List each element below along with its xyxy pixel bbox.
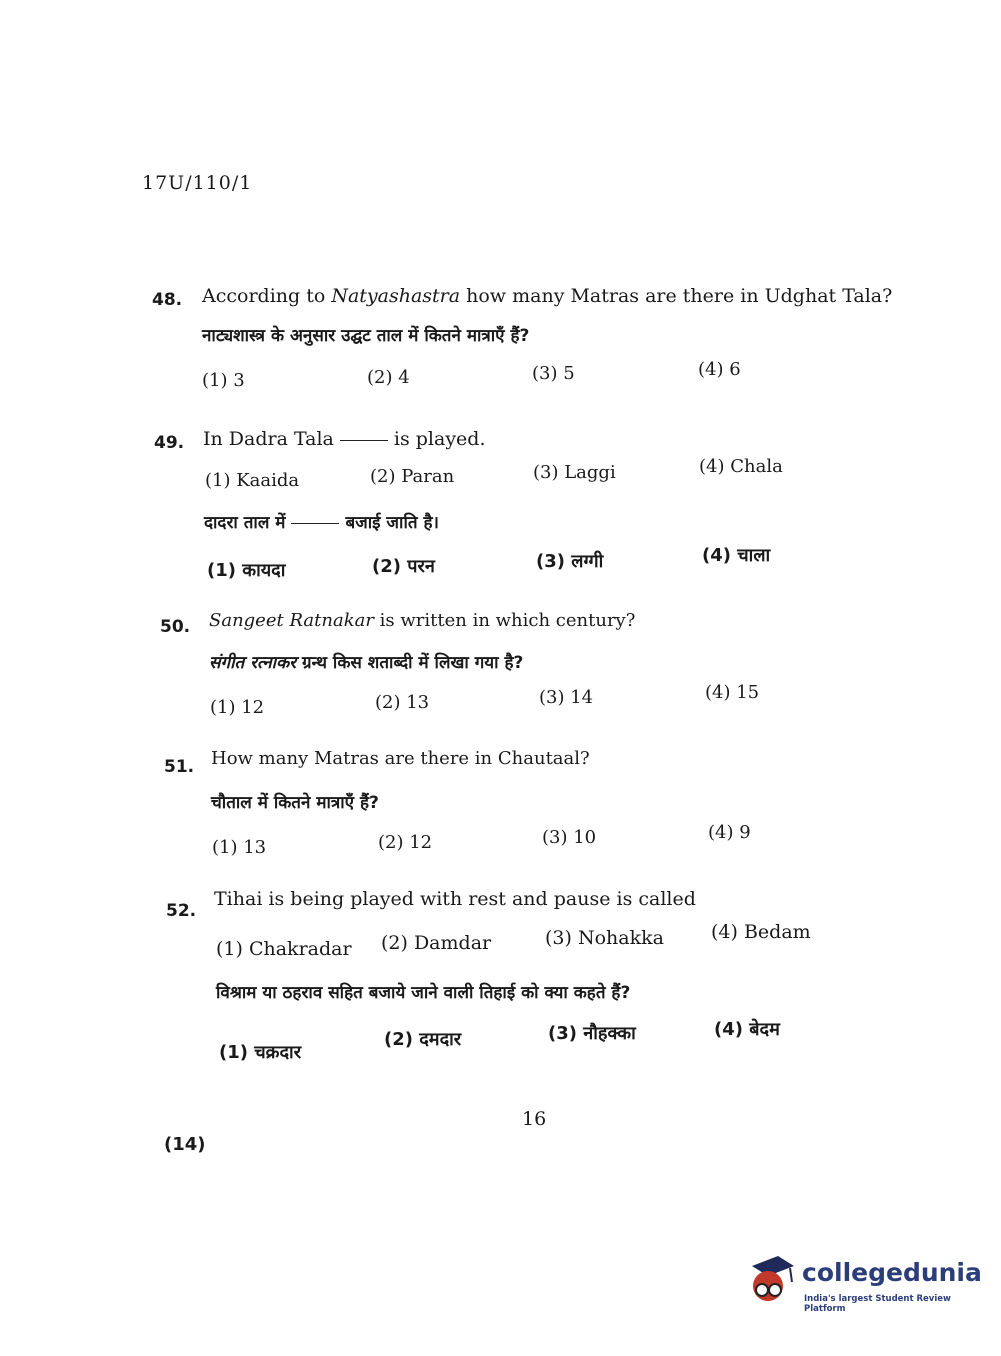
option-1: (1) 13 bbox=[212, 837, 267, 858]
option-2: (2) Damdar bbox=[381, 932, 492, 954]
question-text-en bbox=[209, 610, 635, 631]
text-part: is played. bbox=[393, 428, 486, 450]
brand-tagline: India's largest Student Review Platform bbox=[804, 1294, 951, 1314]
question-number: 48. bbox=[152, 290, 183, 310]
text-italic: Sangeet Ratnakar bbox=[209, 610, 374, 631]
option-2: (2) 12 bbox=[378, 832, 433, 853]
option-2-hi: (2) परन bbox=[372, 556, 435, 577]
question-number: 50. bbox=[160, 617, 191, 637]
text-part: बजाई जाति है। bbox=[345, 513, 439, 533]
collegedunia-watermark bbox=[742, 1252, 982, 1314]
question-text-en: How many Matras are there in Chautaal? bbox=[211, 748, 590, 769]
question-number: 52. bbox=[166, 901, 197, 921]
option-1: (1) Kaaida bbox=[205, 470, 300, 491]
text-part: दादरा ताल में bbox=[204, 513, 286, 533]
text-part: According to bbox=[202, 285, 332, 307]
question-text-hi bbox=[209, 650, 523, 673]
question-text-hi: चौताल में कितने मात्राएँ हैं? bbox=[211, 793, 379, 813]
option-2: (2) 4 bbox=[367, 367, 410, 388]
option-4: (4) 9 bbox=[708, 822, 751, 843]
question-number: 49. bbox=[154, 433, 185, 453]
option-3-hi: (3) लग्गी bbox=[536, 551, 604, 572]
option-4: (4) 6 bbox=[698, 359, 741, 380]
option-3: (3) Nohakka bbox=[545, 927, 664, 949]
option-4: (4) Chala bbox=[699, 456, 783, 477]
option-1-hi: (1) चक्रदार bbox=[219, 1042, 302, 1063]
option-4: (4) Bedam bbox=[711, 921, 811, 943]
option-1: (1) Chakradar bbox=[216, 938, 352, 960]
option-3-hi: (3) नौहक्का bbox=[548, 1023, 636, 1044]
option-4: (4) 15 bbox=[705, 682, 760, 703]
blank-line bbox=[340, 440, 388, 441]
text-part: In Dadra Tala bbox=[203, 428, 334, 450]
question-text-hi: नाट्यशास्त्र के अनुसार उद्घट ताल में कितने मात्राएँ हैं? bbox=[202, 326, 530, 346]
collegedunia-logo-icon bbox=[742, 1252, 800, 1310]
option-2-hi: (2) दमदार bbox=[384, 1029, 462, 1050]
option-3: (3) 5 bbox=[532, 363, 575, 384]
question-text-en: Tihai is being played with rest and pause is called bbox=[214, 888, 696, 910]
footer-code: (14) bbox=[164, 1134, 206, 1155]
question-text-en bbox=[203, 428, 486, 450]
question-text-hi: विश्राम या ठहराव सहित बजाये जाने वाली तिहाई को क्या कहते हैं? bbox=[216, 983, 631, 1003]
text-italic: संगीत रत्नाकर bbox=[209, 653, 297, 673]
option-1-hi: (1) कायदा bbox=[207, 560, 286, 581]
text-part: ग्रन्थ किस शताब्दी में लिखा गया है? bbox=[296, 653, 524, 673]
option-4-hi: (4) चाला bbox=[702, 545, 771, 566]
text-part: is written in which century? bbox=[373, 610, 636, 631]
option-1: (1) 12 bbox=[210, 697, 265, 718]
option-2: (2) Paran bbox=[370, 466, 455, 487]
option-2: (2) 13 bbox=[375, 692, 430, 713]
blank-line bbox=[291, 523, 339, 524]
question-text-en bbox=[202, 285, 892, 307]
option-3: (3) 10 bbox=[542, 827, 597, 848]
text-italic: Natyashastra bbox=[331, 285, 461, 307]
option-3: (3) Laggi bbox=[533, 462, 616, 483]
option-3: (3) 14 bbox=[539, 687, 594, 708]
brand-name: collegedunia bbox=[802, 1258, 982, 1287]
question-number: 51. bbox=[164, 757, 195, 777]
page-number: 16 bbox=[522, 1108, 547, 1130]
text-part: how many Matras are there in Udghat Tala? bbox=[460, 285, 893, 307]
option-4-hi: (4) बेदम bbox=[714, 1019, 780, 1040]
page-code: 17U/110/1 bbox=[142, 172, 253, 194]
option-1: (1) 3 bbox=[202, 370, 245, 391]
question-text-hi bbox=[204, 510, 439, 533]
